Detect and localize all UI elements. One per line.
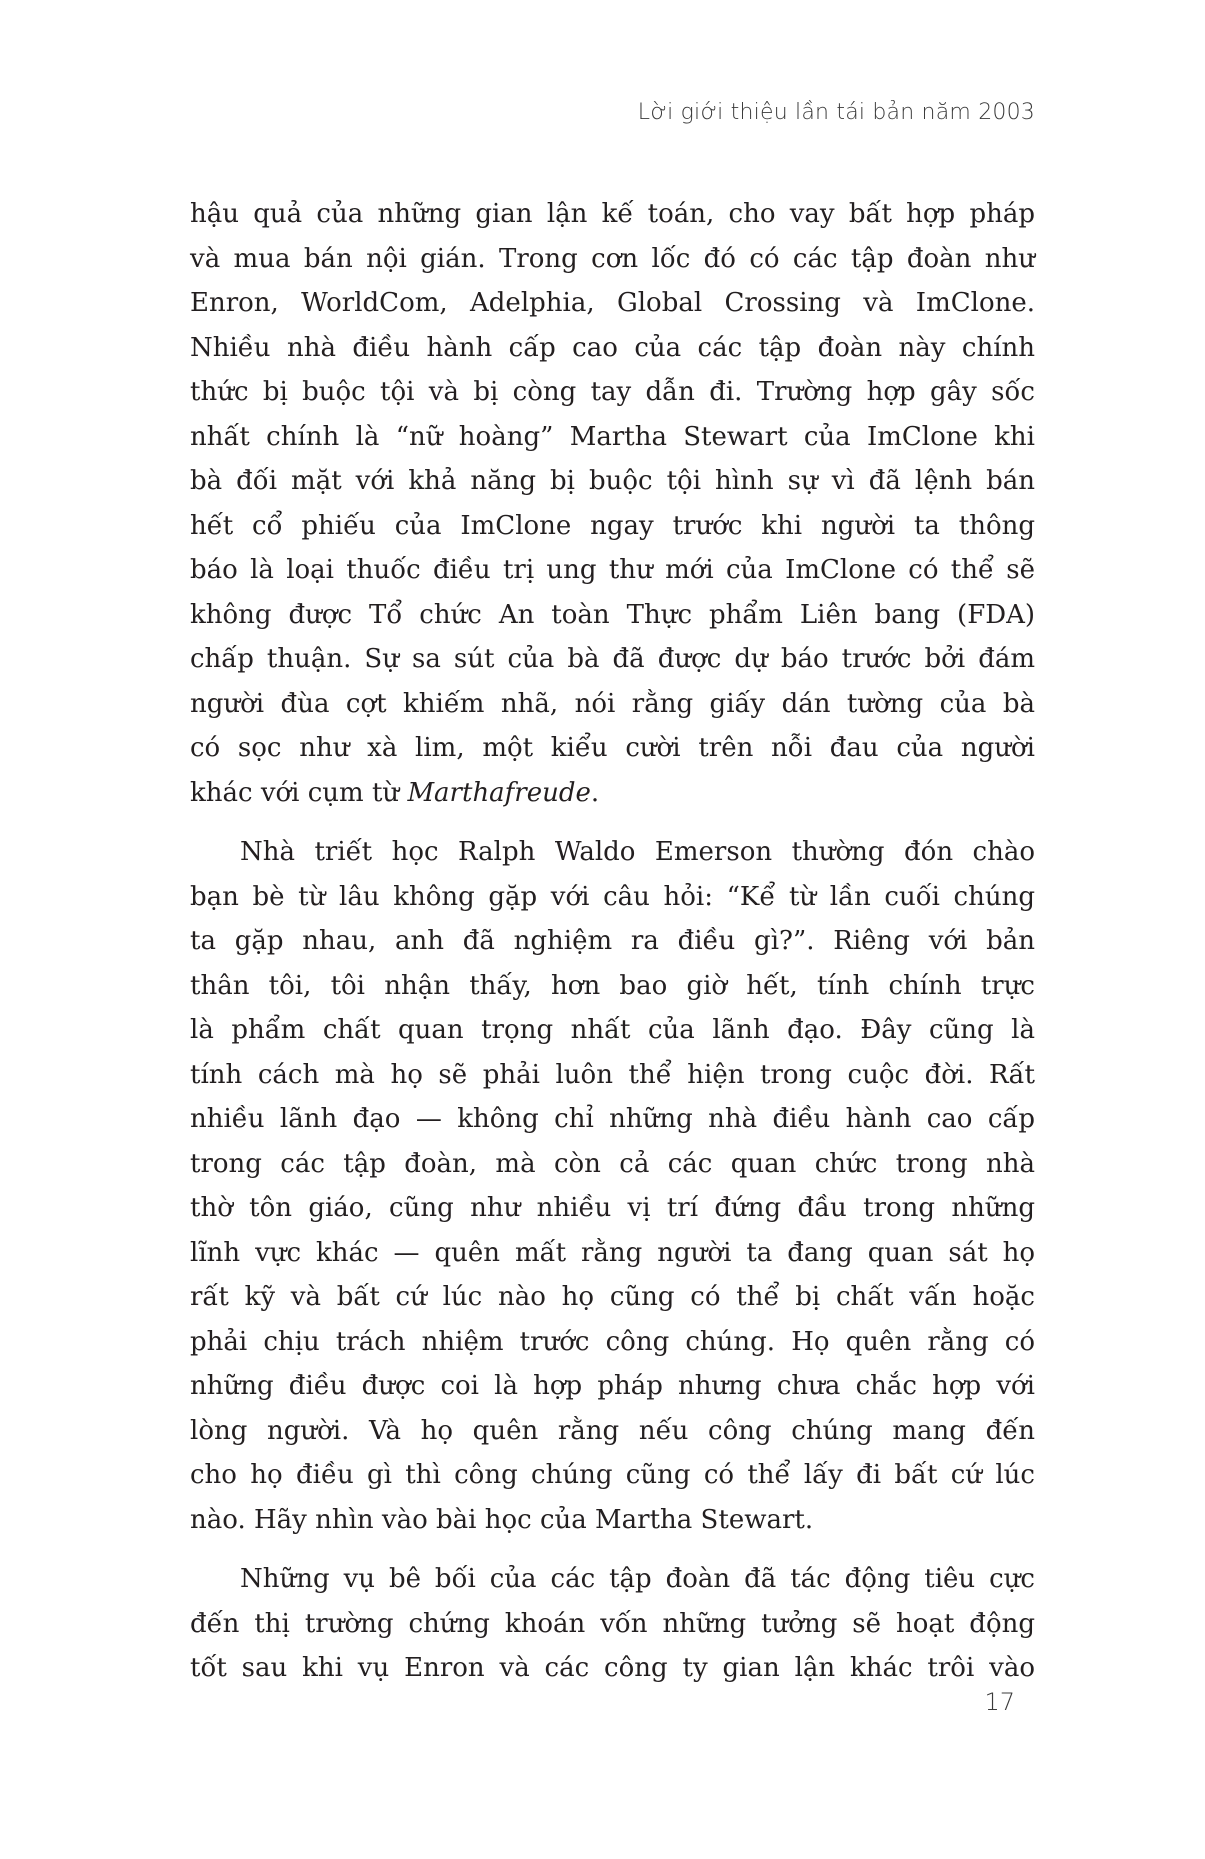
text-line: cho họ điều gì thì công chúng cũng có thể lấy đi bất cứ lúc — [190, 1460, 1035, 1490]
text-line: nhất chính là “nữ hoàng” Martha Stewart của ImClone khi — [190, 421, 1035, 452]
text-line: tính cách mà họ sẽ phải luôn thể hiện trong cuộc đời. Rất — [190, 1059, 1035, 1090]
text-line: hậu quả của những gian lận kế toán, cho vay bất hợp pháp — [190, 199, 1035, 229]
text-line: Nhiều nhà điều hành cấp cao của các tập đoàn này chính — [190, 332, 1035, 363]
text-run: . — [590, 777, 600, 808]
text-run: khác với cụm từ — [190, 777, 408, 808]
italic-term: Marthafreude — [407, 777, 591, 808]
text-line: và mua bán nội gián. Trong cơn lốc đó có các tập đoàn như — [190, 243, 1035, 274]
text-line-last — [190, 771, 1035, 816]
body-text — [190, 192, 1035, 1691]
text-line: hết cổ phiếu của ImClone ngay trước khi người ta thông — [190, 510, 1035, 541]
text-line: báo là loại thuốc điều trị ung thư mới của ImClone có thể sẽ — [190, 555, 1035, 585]
text-line: rất kỹ và bất cứ lúc nào họ cũng có thể bị chất vấn hoặc — [190, 1282, 1035, 1312]
text-line: không được Tổ chức An toàn Thực phẩm Liên bang (FDA) — [190, 599, 1035, 630]
text-line: có sọc như xà lim, một kiểu cười trên nỗi đau của người — [190, 733, 1035, 763]
page-number: 17 — [984, 1688, 1015, 1716]
text-line: thờ tôn giáo, cũng như nhiều vị trí đứng đầu trong những — [190, 1193, 1035, 1223]
text-line: thức bị buộc tội và bị còng tay dẫn đi. Trường hợp gây sốc — [190, 377, 1035, 407]
paragraph-3 — [190, 1557, 1035, 1691]
text-line-last: nào. Hãy nhìn vào bài học của Martha Stewart. — [190, 1504, 814, 1535]
text-line: ta gặp nhau, anh đã nghiệm ra điều gì?”. Riêng với bản — [190, 926, 1035, 956]
text-line: thân tôi, tôi nhận thấy, hơn bao giờ hết, tính chính trực — [190, 970, 1035, 1001]
text-line: bạn bè từ lâu không gặp với câu hỏi: “Kể từ lần cuối chúng — [190, 881, 1035, 912]
text-line: những điều được coi là hợp pháp nhưng chưa chắc hợp với — [190, 1371, 1035, 1401]
paragraph-2 — [190, 830, 1035, 1542]
paragraph-1 — [190, 192, 1035, 815]
text-line: lòng người. Và họ quên rằng nếu công chúng mang đến — [190, 1415, 1035, 1446]
text-line: phải chịu trách nhiệm trước công chúng. Họ quên rằng có — [190, 1326, 1035, 1357]
text-line: lĩnh vực khác — quên mất rằng người ta đang quan sát họ — [190, 1237, 1035, 1268]
text-line: trong các tập đoàn, mà còn cả các quan chức trong nhà — [190, 1148, 1035, 1179]
text-line: tốt sau khi vụ Enron và các công ty gian lận khác trôi vào — [190, 1653, 1035, 1683]
text-line: là phẩm chất quan trọng nhất của lãnh đạo. Đây cũng là — [190, 1015, 1035, 1045]
text-line: nhiều lãnh đạo — không chỉ những nhà điều hành cao cấp — [190, 1104, 1035, 1134]
text-line: bà đối mặt với khả năng bị buộc tội hình sự vì đã lệnh bán — [190, 466, 1035, 496]
text-line-first: Những vụ bê bối của các tập đoàn đã tác động tiêu cực — [240, 1564, 1035, 1594]
text-line-first: Nhà triết học Ralph Waldo Emerson thường đón chào — [240, 837, 1035, 867]
text-line: người đùa cợt khiếm nhã, nói rằng giấy dán tường của bà — [190, 688, 1035, 719]
text-line: Enron, WorldCom, Adelphia, Global Crossing và ImClone. — [190, 288, 1035, 318]
running-header: Lời giới thiệu lần tái bản năm 2003 — [637, 100, 1035, 125]
text-line: chấp thuận. Sự sa sút của bà đã được dự báo trước bởi đám — [190, 644, 1035, 674]
text-line: đến thị trường chứng khoán vốn những tưởng sẽ hoạt động — [190, 1608, 1035, 1639]
